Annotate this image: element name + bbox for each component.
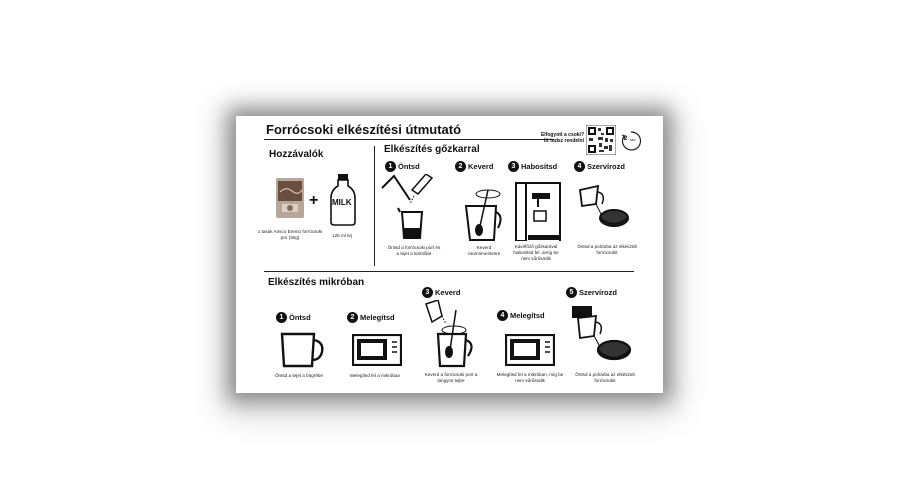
espresso-machine-icon <box>514 179 564 241</box>
micro-caption-1: Öntsd a tejet a bögrébe <box>274 373 323 378</box>
micro-step-2 <box>347 312 395 323</box>
stir-powder-icon <box>424 300 480 368</box>
step-number: 3 <box>422 287 433 298</box>
steam-caption-1: Öntsd a forrócsoki port és a tejet a kiöntőbe <box>387 245 441 256</box>
milk-caption: 125 ml tej <box>332 233 352 238</box>
steam-caption-2: Keverd csomómentesre <box>467 245 501 256</box>
ingredients-heading: Hozzávalók <box>269 149 324 160</box>
plus-sign: + <box>309 192 319 209</box>
packet-caption: 1 tasak Amico Eremo forrócsoki por (30g) <box>257 229 323 240</box>
step-label: Keverd <box>468 162 494 171</box>
microwave-heading: Elkészítés mikróban <box>268 277 365 288</box>
micro-caption-3: Keverd a forrócsoki port a langyos tejbe <box>424 372 478 383</box>
step-number: 1 <box>385 161 396 172</box>
steam-heading: Elkészítés gőzkarral <box>384 144 480 155</box>
micro-step-1 <box>276 312 311 323</box>
steam-step-1 <box>385 161 420 172</box>
title-underline <box>264 139 554 140</box>
step-label: Szervírozd <box>579 288 617 297</box>
step-label: Szervírozd <box>587 162 625 171</box>
cocoa-packet-image <box>276 178 304 218</box>
step-label: Öntsd <box>289 313 311 322</box>
step-label: Melegítsd <box>510 311 545 320</box>
steam-step-2 <box>455 161 493 172</box>
micro-step-5 <box>566 287 617 298</box>
steam-caption-3: Kávéfőző gőzkarával habosítsd fel, amíg be nem sűrűsödik <box>513 244 559 261</box>
micro-caption-5: Öntsd a pohárba az elkészült forrócsokit <box>575 372 635 383</box>
micro-step-4 <box>497 310 545 321</box>
step-number: 2 <box>455 161 466 172</box>
promo-line-2: Itt tudsz rendelni <box>544 138 584 144</box>
pour-into-pitcher-icon <box>380 174 436 242</box>
serve-glass-icon <box>570 302 634 366</box>
qr-code[interactable] <box>586 125 616 155</box>
promo-line-1: Elfogyott a csoki? <box>540 132 584 138</box>
section-divider-horizontal <box>264 271 634 272</box>
step-number: 1 <box>276 312 287 323</box>
mug-icon <box>280 332 326 368</box>
step-label: Habosítsd <box>521 162 558 171</box>
stir-pitcher-icon <box>462 186 506 242</box>
microwave-icon-2 <box>505 334 555 366</box>
qr-promo-text <box>534 132 584 144</box>
micro-step-3 <box>422 287 460 298</box>
section-divider-vertical <box>374 146 375 266</box>
page-title: Forrócsoki elkészítési útmutató <box>266 122 462 137</box>
instruction-card <box>236 116 663 393</box>
milk-label: MILK <box>332 198 352 207</box>
step-label: Melegítsd <box>360 313 395 322</box>
step-number: 4 <box>574 161 585 172</box>
serve-cup-icon <box>576 182 630 232</box>
steam-step-4 <box>574 161 625 172</box>
step-number: 5 <box>566 287 577 298</box>
micro-caption-4: Melegítsd fel a mikróban, míg be nem sűrűsödik <box>496 372 564 383</box>
steam-step-3 <box>508 161 557 172</box>
step-label: Öntsd <box>398 162 420 171</box>
step-number: 3 <box>508 161 519 172</box>
microwave-icon-1 <box>352 334 402 366</box>
timer-badge-number: 2 <box>624 136 628 142</box>
timer-badge-unit: sec <box>630 138 636 142</box>
step-label: Keverd <box>435 288 461 297</box>
micro-caption-2: Melegítsd fel a mikróban <box>349 373 401 378</box>
steam-caption-4: Öntsd a pohárba az elkészült forrócsokit <box>577 244 637 255</box>
step-number: 2 <box>347 312 358 323</box>
step-number: 4 <box>497 310 508 321</box>
